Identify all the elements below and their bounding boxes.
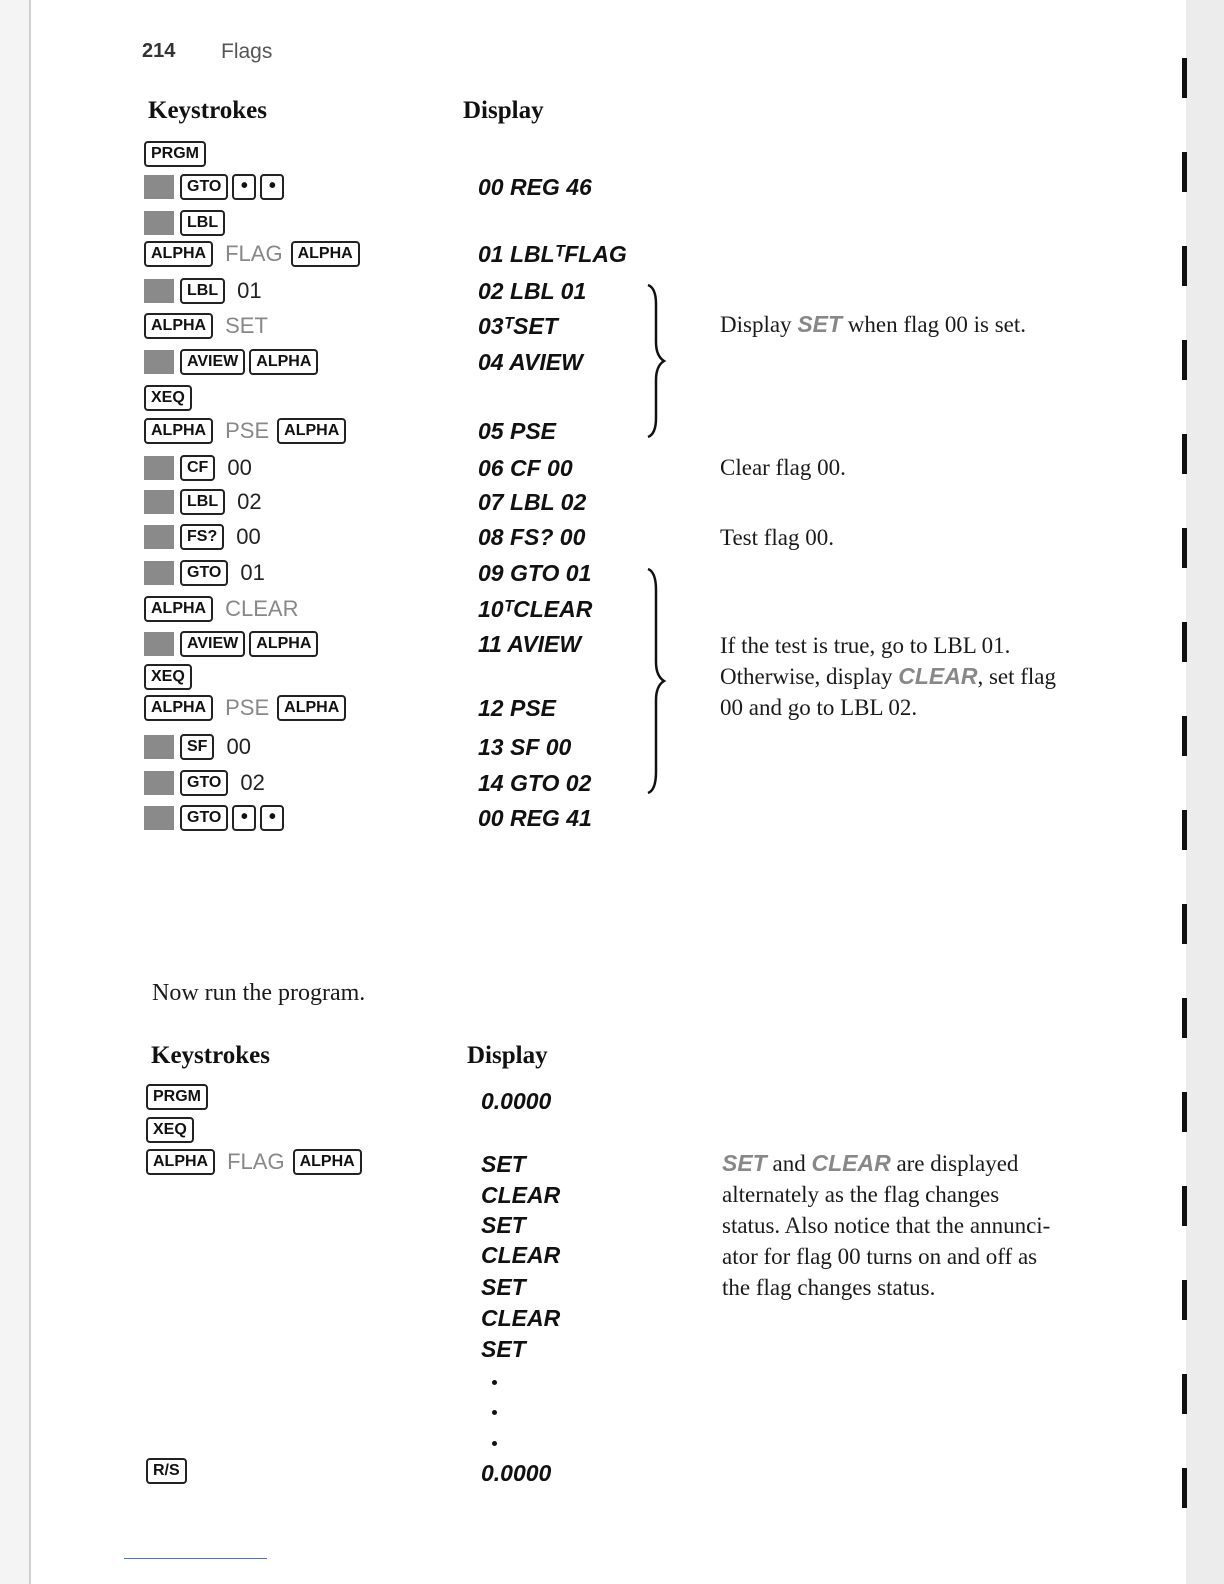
display-readout: CLEAR <box>481 1304 561 1331</box>
keystroke-row <box>144 347 322 377</box>
edge-tab-mark <box>1182 1374 1187 1414</box>
comment-set-clear <box>722 1148 1050 1303</box>
key-argument: 01 <box>240 560 265 585</box>
page-section-title: Flags <box>221 40 273 63</box>
display-readout: SET <box>481 1211 526 1238</box>
comment-line: status. Also notice that the annunci- <box>722 1213 1051 1238</box>
edge-tab-mark <box>1182 810 1187 850</box>
alpha-text: SET <box>225 313 268 338</box>
keystroke-row <box>144 139 210 169</box>
shift-key[interactable] <box>144 561 174 585</box>
key-alpha[interactable]: ALPHA <box>144 596 213 622</box>
edge-tab-mark <box>1182 152 1187 192</box>
keystroke-row <box>146 1456 191 1486</box>
calc-display-text: CLEAR <box>898 663 978 689</box>
key-alpha[interactable]: ALPHA <box>291 241 360 267</box>
keystroke-row <box>144 416 350 446</box>
edge-tab-mark <box>1182 58 1187 98</box>
key-argument: 00 <box>236 524 261 549</box>
keystroke-row <box>144 693 350 723</box>
key-aview[interactable]: AVIEW <box>180 631 245 657</box>
key-aview[interactable]: AVIEW <box>180 349 245 375</box>
keystroke-row <box>144 594 306 624</box>
key-lbl[interactable]: LBL <box>180 278 225 304</box>
calc-display-text: CLEAR <box>811 1150 891 1176</box>
key-prgm[interactable]: PRGM <box>144 141 206 167</box>
key-argument: 00 <box>226 734 251 759</box>
display-readout: 08 FS? 00 <box>478 523 586 550</box>
comment-display-set <box>720 309 1026 340</box>
keystroke-row <box>144 522 261 552</box>
edge-tab-mark <box>1182 904 1187 944</box>
display-heading: Display <box>463 97 544 124</box>
display-readout: 00 REG 46 <box>478 173 592 200</box>
shift-key[interactable] <box>144 350 174 374</box>
display-readout: 00 REG 41 <box>478 804 592 831</box>
key-decimal[interactable]: • <box>232 805 256 831</box>
key-alpha[interactable]: ALPHA <box>293 1149 362 1175</box>
key-decimal[interactable]: • <box>260 805 284 831</box>
display-readout: 01 LBLᵀFLAG <box>478 240 627 267</box>
keystroke-row <box>146 1082 212 1112</box>
shift-key[interactable] <box>144 806 174 830</box>
comment-line <box>722 1148 1050 1179</box>
key-alpha[interactable]: ALPHA <box>146 1149 215 1175</box>
key-cf[interactable]: CF <box>180 455 215 481</box>
key-alpha[interactable]: ALPHA <box>144 241 213 267</box>
display-readout: SET <box>481 1273 526 1300</box>
keystroke-row <box>144 662 196 692</box>
keystroke-row <box>146 1115 198 1145</box>
key-xeq[interactable]: XEQ <box>146 1117 194 1143</box>
comment-text: , set flag <box>977 664 1057 689</box>
key-lbl[interactable]: LBL <box>180 489 225 515</box>
display-readout: CLEAR <box>481 1181 561 1208</box>
brace-test-group <box>640 566 670 796</box>
key-prgm[interactable]: PRGM <box>146 1084 208 1110</box>
key-gto[interactable]: GTO <box>180 174 228 200</box>
shift-key[interactable] <box>144 211 174 235</box>
key-decimal[interactable]: • <box>232 174 256 200</box>
comment-text: when flag 00 is set. <box>847 312 1027 337</box>
comment-line: 00 and go to LBL 02. <box>720 695 918 720</box>
page-binding-line <box>29 0 31 1584</box>
comment-line: If the test is true, go to LBL 01. <box>720 633 1011 658</box>
display-readout: 09 GTO 01 <box>478 559 592 586</box>
display-readout: 0.0000 <box>481 1087 552 1114</box>
display-readout: 05 PSE <box>478 417 556 444</box>
keystroke-row <box>144 487 262 517</box>
comment-line: alternately as the flag changes <box>722 1182 1000 1207</box>
comment-line: ator for flag 00 turns on and off as <box>722 1244 1038 1269</box>
shift-key[interactable] <box>144 490 174 514</box>
continuation-dot <box>492 1380 497 1385</box>
shift-key[interactable] <box>144 175 174 199</box>
key-alpha[interactable]: ALPHA <box>144 418 213 444</box>
key-gto[interactable]: GTO <box>180 770 228 796</box>
edge-tab-mark <box>1182 434 1187 474</box>
display-readout: 11 AVIEW <box>478 630 582 657</box>
intro-text: Now run the program. <box>152 980 366 1006</box>
key-alpha[interactable]: ALPHA <box>277 418 346 444</box>
key-argument: 02 <box>237 489 262 514</box>
shift-key[interactable] <box>144 735 174 759</box>
display-readout: 12 PSE <box>478 694 556 721</box>
keystroke-row <box>144 276 262 306</box>
key-xeq[interactable]: XEQ <box>144 664 192 690</box>
key-alpha[interactable]: ALPHA <box>249 349 318 375</box>
comment-text: Otherwise, display <box>720 664 893 689</box>
keystroke-row <box>144 768 265 798</box>
comment-line: the flag changes status. <box>722 1275 936 1300</box>
edge-tab-mark <box>1182 1468 1187 1508</box>
continuation-dot <box>492 1410 497 1415</box>
comment-text: are displayed <box>896 1151 1019 1176</box>
edge-tab-mark <box>1182 340 1187 380</box>
edge-tab-mark <box>1182 528 1187 568</box>
shift-key[interactable] <box>144 456 174 480</box>
display-readout: 14 GTO 02 <box>478 769 592 796</box>
key-argument: 01 <box>237 278 262 303</box>
display-readout: 10ᵀCLEAR <box>478 595 593 622</box>
key-fs[interactable]: FS? <box>180 524 224 550</box>
shift-key[interactable] <box>144 525 174 549</box>
edge-tab-mark <box>1182 246 1187 286</box>
keystroke-row <box>146 1147 366 1177</box>
alpha-text: CLEAR <box>225 596 299 621</box>
keystroke-row <box>144 558 265 588</box>
calc-display-text: SET <box>797 311 843 337</box>
calc-display-text: SET <box>722 1150 767 1176</box>
key-sf[interactable]: SF <box>180 734 214 760</box>
keystroke-row <box>144 311 276 341</box>
brace-set-group <box>640 282 670 440</box>
key-gto[interactable]: GTO <box>180 805 228 831</box>
display-readout: SET <box>481 1150 526 1177</box>
page-number: 214 <box>142 40 176 62</box>
edge-tab-mark <box>1182 1280 1187 1320</box>
keystroke-row <box>144 803 288 833</box>
shift-key[interactable] <box>144 279 174 303</box>
keystroke-row <box>144 383 196 413</box>
edge-tab-mark <box>1182 716 1187 756</box>
shift-key[interactable] <box>144 771 174 795</box>
display-readout: 02 LBL 01 <box>478 277 587 304</box>
display-readout: 06 CF 00 <box>478 454 573 481</box>
alpha-text: PSE <box>225 418 270 443</box>
display-readout: 0.0000 <box>481 1459 552 1486</box>
keystroke-row <box>144 453 252 483</box>
keystroke-row <box>144 208 229 238</box>
key-argument: 00 <box>227 455 252 480</box>
display-readout: 13 SF 00 <box>478 733 572 760</box>
page-right-margin <box>1186 0 1224 1584</box>
footnote-rule <box>124 1558 267 1559</box>
display-readout: CLEAR <box>481 1241 561 1268</box>
key-alpha[interactable]: ALPHA <box>277 695 346 721</box>
page-left-margin <box>0 0 30 1584</box>
comment-clear-flag: Clear flag 00. <box>720 455 846 480</box>
shift-key[interactable] <box>144 632 174 656</box>
comment-text: Display <box>720 312 792 337</box>
comment-line <box>720 661 1056 692</box>
edge-tab-mark <box>1182 1186 1187 1226</box>
keystroke-row <box>144 732 251 762</box>
alpha-text: PSE <box>225 695 270 720</box>
edge-tab-mark <box>1182 1092 1187 1132</box>
keystroke-row <box>144 629 322 659</box>
display-heading-2: Display <box>467 1042 548 1069</box>
key-lbl[interactable]: LBL <box>180 210 225 236</box>
display-readout: 03ᵀSET <box>478 312 558 339</box>
keystroke-row <box>144 239 364 269</box>
edge-tab-mark <box>1182 622 1187 662</box>
continuation-dot <box>492 1441 497 1446</box>
display-readout: SET <box>481 1335 526 1362</box>
key-xeq[interactable]: XEQ <box>144 385 192 411</box>
display-readout: 04 AVIEW <box>478 348 583 375</box>
key-run-stop[interactable]: R/S <box>146 1458 187 1484</box>
key-alpha[interactable]: ALPHA <box>249 631 318 657</box>
comment-if-test <box>720 630 1056 723</box>
keystrokes-heading: Keystrokes <box>148 97 267 124</box>
alpha-text: FLAG <box>227 1149 285 1174</box>
comment-text: and <box>772 1151 806 1176</box>
key-gto[interactable]: GTO <box>180 560 228 586</box>
display-readout: 07 LBL 02 <box>478 488 587 515</box>
key-alpha[interactable]: ALPHA <box>144 695 213 721</box>
keystrokes-heading-2: Keystrokes <box>151 1042 270 1069</box>
keystroke-row <box>144 172 288 202</box>
key-decimal[interactable]: • <box>260 174 284 200</box>
key-argument: 02 <box>240 770 265 795</box>
edge-tab-mark <box>1182 998 1187 1038</box>
comment-test-flag: Test flag 00. <box>720 525 835 550</box>
alpha-text: FLAG <box>225 241 283 266</box>
key-alpha[interactable]: ALPHA <box>144 313 213 339</box>
